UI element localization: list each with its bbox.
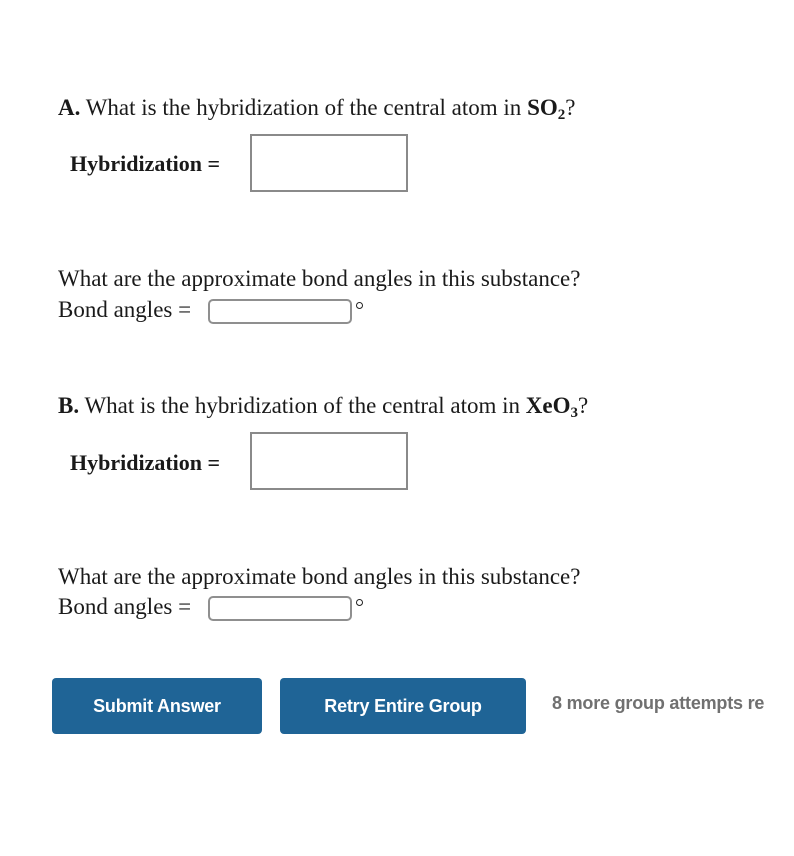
question-b-text: What is the hybridization of the central atom in: [84, 393, 526, 418]
hybridization-input-a[interactable]: [250, 134, 408, 192]
question-a: [58, 94, 575, 122]
formula-b: [525, 393, 578, 421]
question-b: [58, 392, 588, 420]
hybridization-input-b[interactable]: [250, 432, 408, 490]
formula-b-subscript: 3: [570, 405, 578, 421]
attempts-remaining-text: 8 more group attempts re: [552, 693, 765, 713]
question-b-letter: B.: [58, 393, 80, 418]
formula-a: [527, 95, 566, 123]
bond-angles-input-b[interactable]: [208, 596, 352, 621]
bond-angle-question-b: What are the approximate bond angles in this substance?: [58, 564, 581, 589]
formula-a-main: SO: [527, 95, 558, 120]
question-a-text: What is the hybridization of the central atom in: [85, 95, 528, 120]
bond-angles-label-b: Bond angles =: [58, 594, 192, 619]
retry-entire-group-button[interactable]: Retry Entire Group: [280, 678, 526, 734]
formula-b-main: XeO: [525, 393, 571, 418]
question-a-letter: A.: [58, 95, 81, 120]
bond-angles-label-a: Bond angles =: [58, 297, 192, 322]
bond-angles-input-a[interactable]: [208, 299, 352, 324]
bond-angle-question-a: What are the approximate bond angles in this substance?: [58, 266, 581, 291]
formula-a-subscript: 2: [557, 107, 566, 123]
question-a-end: ?: [565, 95, 576, 120]
submit-answer-button[interactable]: Submit Answer: [52, 678, 262, 734]
hybridization-label-a: Hybridization =: [70, 151, 221, 176]
question-b-end: ?: [578, 393, 589, 418]
hybridization-label-b: Hybridization =: [70, 450, 221, 475]
degree-icon: [356, 599, 363, 606]
degree-icon: [356, 302, 363, 309]
